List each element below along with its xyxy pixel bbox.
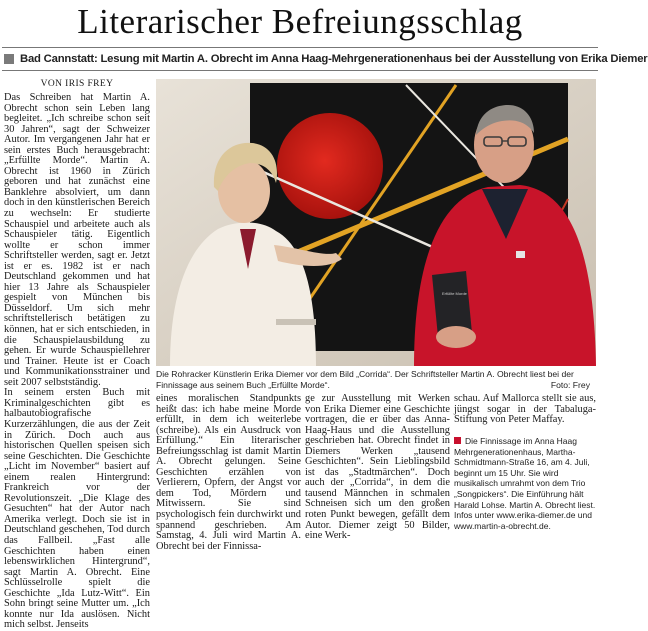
paragraph: Das Schreiben hat Martin A. Obrecht schon sein Leben lang begleitet. „Ich schreibe schon seit 30 Jahren“, sagt der Schweizer Autor. Im vergangenen Jahr hat er sein erstes Buch herausgebracht: „Erfüllte Morde“. Martin A. Obrecht ist 1960 in Zürich geboren und hat zunächst eine Banklehre absolviert, um dann doch in den künstlerischen Bereich zu wechseln: Er studierte Schauspiel und arbeitete auch als Schauspieler tätig. Eigentlich wollte er schon immer Schriftsteller werden, sagt er. Jetzt ist er es. 1982 ist er nach Deutschland gekommen und hat hier 13 Jahre als Schauspieler gespielt von München bis Düsseldorf. Um sich mehr schriftstellerisch betätigen zu können, hat er sich entschieden, in die Schauspielausbildung zu gehen. Er wurde Schauspiellehrer und Trainer. Heute ist er Coach und Kommunikationsstrainer und seit 2007 selbstständig.: [4, 92, 151, 388]
photo-credit: Foto: Frey: [550, 379, 590, 390]
red-bullet-icon: [454, 437, 461, 444]
sub-rule: [2, 70, 598, 71]
info-box: [454, 436, 596, 531]
subheadline-bar: [4, 51, 648, 67]
article-column-1: [4, 92, 151, 631]
byline: VON IRIS FREY: [40, 79, 114, 89]
subheadline: Bad Cannstatt: Lesung mit Martin A. Obrecht im Anna Haag-Mehrgenerationenhaus bei der Ausstellung von Erika Diemer: [20, 53, 648, 65]
top-rule: [2, 47, 598, 48]
caption-text: Die Rohracker Künstlerin Erika Diemer vor dem Bild „Corrida“. Der Schriftsteller Martin A. Obrecht liest bei der Finnissage aus seinem Buch „Erfüllte Morde“.: [156, 369, 574, 390]
paragraph: ge zur Ausstellung mit Werken von Erika Diemer eine Geschichte vortragen, die er über das Anna-Haag-Haus und die Ausstellung geschrieben hat. Obrecht findet in Diemers Werken „tausend Geschichten“. Sein Lieblingsbild ist das „Stadtmärchen“. Doch auch der „Corrida“, in dem die tausend Männchen in schmalen Schneisen sich um den großen roten Punkt bewegen, gefällt dem Autor. Diemer zeigt 50 Bilder, eine Werk-: [305, 393, 450, 542]
info-text: Die Finnissage im Anna Haag Mehrgenerationenhaus, Martha-Schmidtmann-Straße 16, am 4. Juli, beginnt um 15 Uhr. Sie wird musikalisch umrahmt von dem Trio „Songpickers“. Die Einführung hält Harald Lohse. Martin A. Obrecht liest. Infos unter www.erika-diemer.de und www.martin-a-obrecht.de.: [454, 436, 596, 531]
article-column-2: [156, 393, 301, 552]
paragraph: schau. Auf Mallorca stellt sie aus, jüngst sogar in der Tabaluga-Stiftung von Peter Maffay.: [454, 393, 596, 426]
photo-caption: [156, 369, 596, 390]
article-photo: [156, 79, 596, 366]
article-column-3: [305, 393, 450, 542]
headline: Literarischer Befreiungsschlag: [77, 2, 523, 41]
grey-square-icon: [4, 54, 14, 64]
paragraph: eines moralischen Standpunkts heißt das: ich habe meine Morde erfüllt, in dem ich weiterlebe (schreibe). Als ein Ausdruck von Erfüllung.“ Ein literarischer Befreiungsschlag ist damit Martin A. Obrecht gelungen. Seine Geschichten erzählen von Verlierern, Opfern, der Angst vor dem Tod, Mördern und Mitwissern. Sie sind psychologisch fein durchwirkt und spannend geschrieben. Am Samstag, 4. Juli wird Martin A. Obrecht bei der Finnissa-: [156, 393, 301, 552]
book-title: Erfüllte Morde: [442, 291, 467, 296]
photo-illustration: [156, 79, 596, 366]
paragraph: In seinem ersten Buch mit Kriminalgeschichten gibt es halbautobiografische Kurzerzählungen, die aus der Zeit in Zürich. Doch auch aus historischen Quellen speisen sich seine Geschichten. Die Geschichte „Licht im November“ basiert auf einem realen Hintergrund: Frankreich vor der Revolutionszeit. „Die Klage des Gesuchten“ hat der Autor nach Amerika verlegt. Doch sie ist in Deutschland geschehen, Tod durch das Fallbeil. „Fast alle Geschichten haben einen lebenswirklichen Hintergrund“, sagt Martin A. Obrecht. Eine Schlüsselrolle spielt die Geschichte „Ida Lutz-Witt“. Ein Sohn bringt seine Mutter um. „Ich konnte nur Ida auslösen. Nicht mich selbst. Jenseits: [4, 387, 150, 631]
